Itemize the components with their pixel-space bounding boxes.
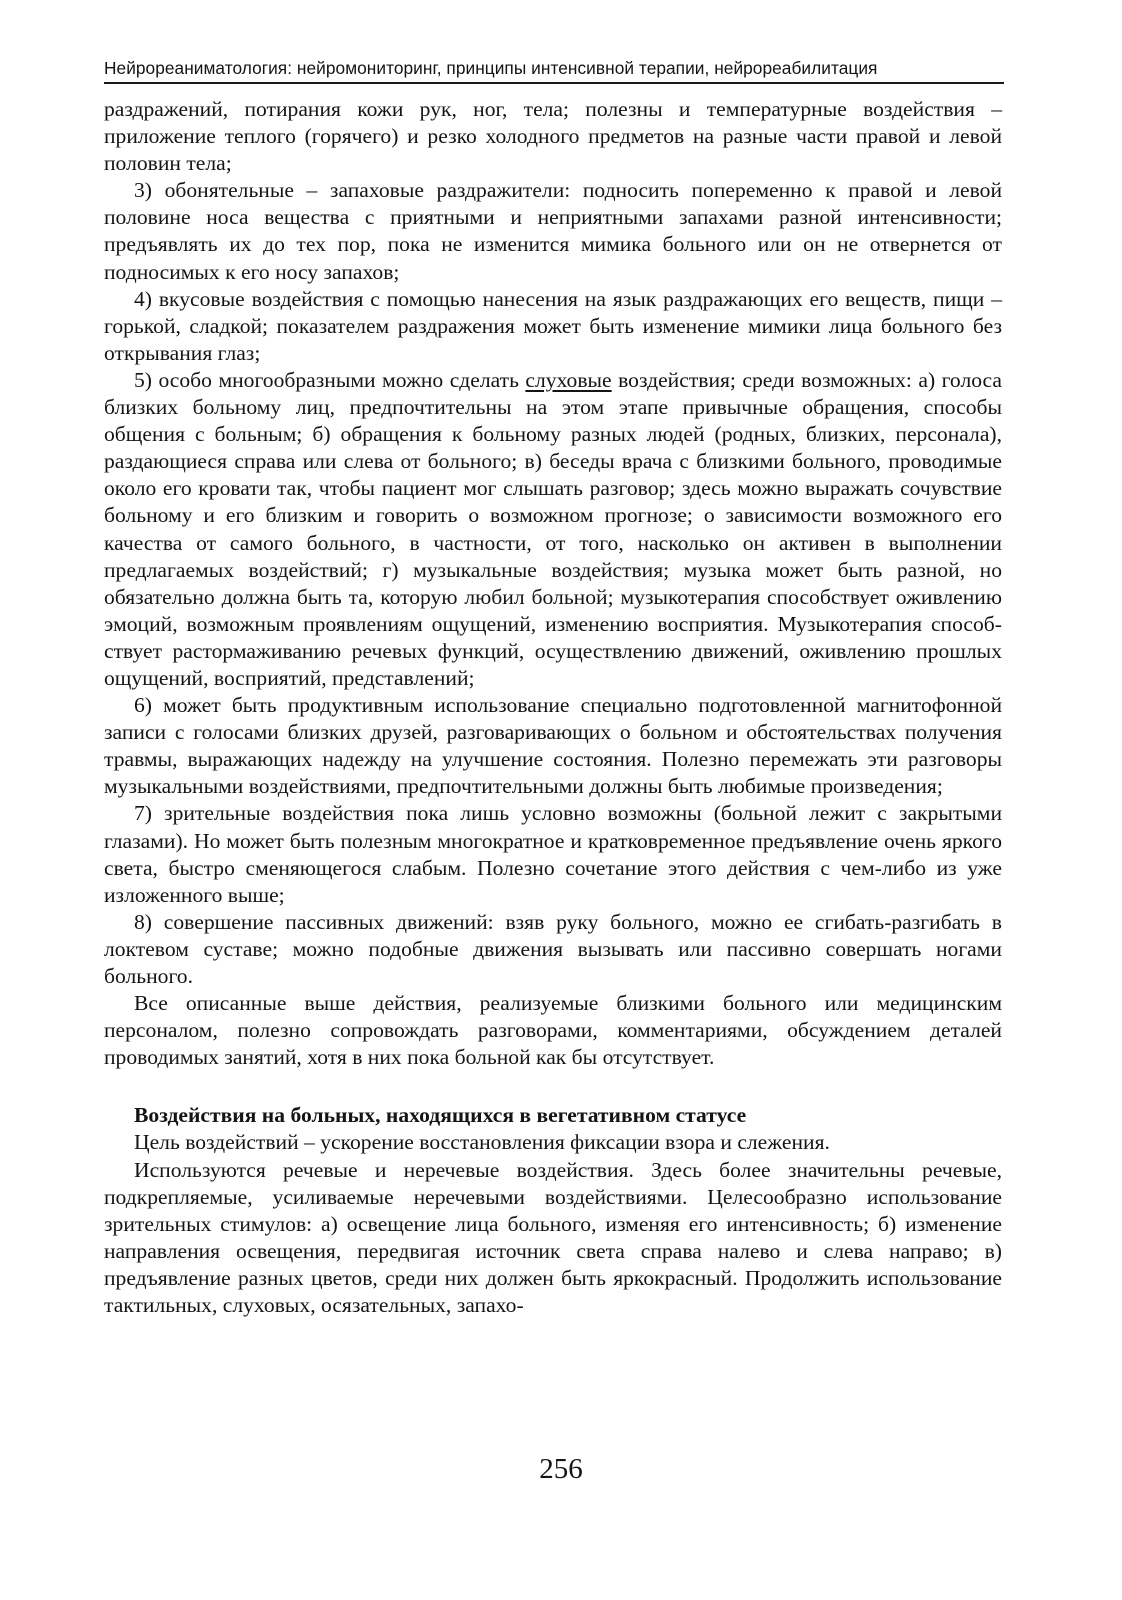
- paragraph-continued: раздражений, потирания кожи рук, ног, тела; полезны и температурные воздействия – приложение теплого (горячего) и резко холодного предметов на разные части правой и левой половин тела;: [104, 97, 1002, 176]
- paragraph-item-8: 8) совершение пассивных движений: взяв руку больного, можно ее сгибать-разгибать в локтевом суставе; можно подобные движения вызывать или пассивно совершать ногами больного.: [104, 909, 1002, 988]
- paragraph-item-5: [104, 367, 1002, 692]
- paragraph-item-5-rest: воздействия; среди возможных: а) голоса близких больному лиц, предпочтительны на этом этапе привычные обращения, способы общения с больным; б) обращения к больному разных людей (родных, близких, персонала), раздающиеся справа или слева от больного; в) беседы врача с близкими больного, проводимые около его кровати так, чтобы пациент мог слышать разговор; здесь можно выражать сочувствие больному и его близким и говорить о возможном прогнозе; о зависимости возможного его качества от самого больного, в частности, от того, насколько он активен в выполнении предлагаемых воздействий; г) музыкальные воздействия; музыка может быть разной, но обязательно должна быть та, которую любил больной; музыкотерапия способствует оживлению эмоций, возможным проявлениям ощущений, изменению восприятия. Музыкотерапия способствует растормаживанию речевых функций, осуществлению движений, оживлению прошлых ощущений, восприятий, представлений;: [104, 367, 1002, 690]
- paragraph-item-7: 7) зрительные воздействия пока лишь условно возможны (больной лежит с закрытыми глазами). Но может быть полезным многократное и кратковременное предъявление очень яркого света, быстро сменяющегося слабым. Полезно сочетание этого действия с чем-либо из уже изложенного выше;: [104, 801, 1002, 907]
- paragraph-item-3: 3) обонятельные – запаховые раздражители: подносить попеременно к правой и левой половине носа вещества с приятными и неприятными запахами разной интенсивности; предъявлять их до тех пор, пока не изменится мимика больного или он не отвернется от подносимых к его носу запахов;: [104, 178, 1002, 284]
- paragraph-summary: Все описанные выше действия, реализуемые близкими больного или медицинским персоналом, полезно сопровождать разговорами, комментариями, обсуждением деталей проводимых занятий, хотя в них пока больной как бы отсутствует.: [104, 991, 1002, 1070]
- paragraph-item-5-start: 5) особо многообразными можно сделать: [134, 367, 526, 392]
- header-divider: [104, 82, 1004, 84]
- page-body: [104, 96, 1002, 1319]
- paragraph-item-4: 4) вкусовые воздействия с помощью нанесения на язык раздражающих его веществ, пищи – горькой, сладкой; показателем раздражения может быть изменение мимики лица больного без открывания глаз;: [104, 286, 1002, 365]
- page-number: 256: [539, 1453, 583, 1485]
- paragraph-item-6: 6) может быть продуктивным использование специально подготовленной магнитофонной записи с голосами близких друзей, разговаривающих о больном и обстоятельствах получения травмы, выражающих надежду на улучшение состояния. Полезно перемежать эти разговоры музыкальными воздействиями, предпочтительными должны быть любимые произведения;: [104, 693, 1002, 799]
- paragraph-methods: Используются речевые и неречевые воздействия. Здесь более значительны речевые, подкрепляемые, усиливаемые неречевыми воздействиями. Целесообразно использование зрительных стимулов: а) освещение лица больного, изменяя его интенсивность; б) изменение направления освещения, передвигая источник света справа налево и слева направо; в) предъявление разных цветов, среди них должен быть яркокрасный. Продолжить использование тактильных, слуховых, осязательных, запахо-: [104, 1157, 1002, 1318]
- section-heading: Воздействия на больных, находящихся в вегетативном статусе: [134, 1103, 747, 1128]
- paragraph-goal: Цель воздействий – ускорение восстановления фиксации взора и слежения.: [134, 1130, 830, 1155]
- underlined-word: слуховые: [525, 367, 612, 392]
- running-header: Нейрореаниматология: нейромониторинг, принципы интенсивной терапии, нейрореабилитация: [104, 58, 878, 78]
